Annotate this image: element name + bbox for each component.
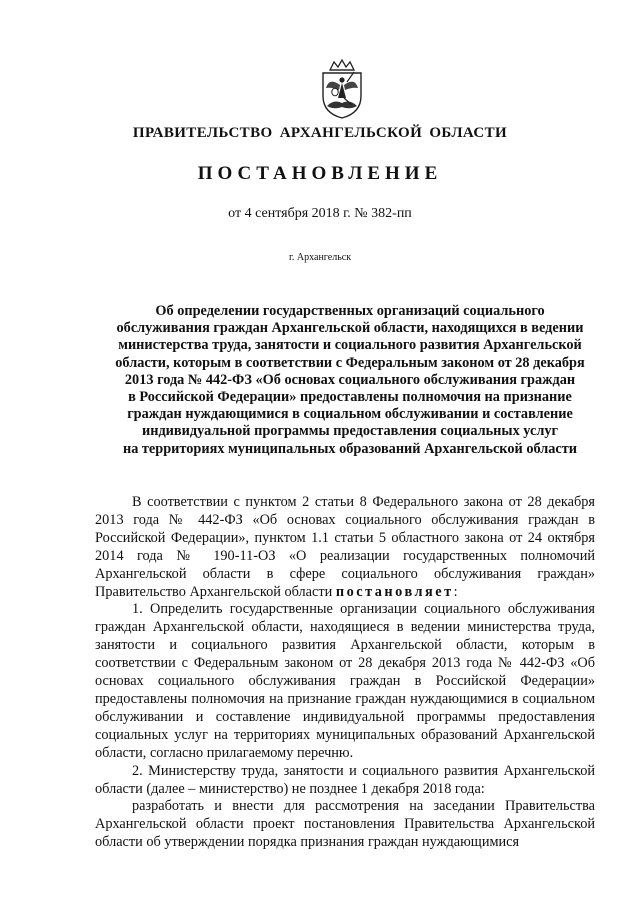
- decree-word: постановляет: [335, 583, 454, 600]
- document-place: г. Архангельск: [288, 252, 352, 263]
- item-2-paragraph: 2. Министерству труда, занятости и социального развития Архангельской области (далее – министерство) не позднее 1 декабря 2018 года:: [95, 762, 595, 797]
- title-line: области, которым в соответствии с Федеральным законом от 28 декабря: [115, 354, 585, 371]
- title-line: граждан нуждающимися в социальном обслуживании и составление: [127, 406, 573, 423]
- preamble-text: В соответствии с пунктом 2 статьи 8 Федерального закона от 28 декабря 2013 года № 442-ФЗ «Об основах социального обслуживания граждан в Российской Федерации», пунктом 1.1 статьи 5 областного закона от 24 октября 2014 года № 190-11-ОЗ «О реализации государственных полномочий Архангельской области в сфере социального обслуживания граждан» Правительство Архангельской области: [95, 494, 595, 600]
- document-type: ПОСТАНОВЛЕНИЕ: [197, 163, 443, 184]
- item-1-paragraph: 1. Определить государственные организации социального обслуживания граждан Архангельской области, находящиеся в ведении министерства труда, занятости и социального развития Архангельской области, которым в соответствии с Федеральным законом от 28 декабря 2013 года № 442-ФЗ «Об основах социального обслуживания граждан в Российской Федерации» предоставлены полномочия на признание граждан нуждающимися в социальном обслуживании и составление индивидуальной программы предоставления социальных услуг на территориях муниципальных образований Архангельской области, согласно прилагаемому перечню.: [95, 601, 595, 761]
- document-date-number: от 4 сентября 2018 г. № 382-пп: [228, 206, 412, 221]
- decree-colon: :: [453, 583, 458, 600]
- document-body: [95, 494, 595, 852]
- title-line: в Российской Федерации» предоставлены полномочия на признание: [128, 389, 572, 406]
- government-title: ПРАВИТЕЛЬСТВО АРХАНГЕЛЬСКОЙ ОБЛАСТИ: [132, 125, 508, 141]
- preamble-paragraph: [95, 494, 595, 601]
- title-line: 2013 года № 442-ФЗ «Об основах социального обслуживания граждан: [124, 371, 576, 388]
- coat-of-arms-icon: [314, 58, 370, 120]
- document-title: [85, 303, 615, 458]
- title-line: Об определении государственных организаций социального: [155, 303, 545, 319]
- title-line: министерства труда, занятости и социального развития Архангельской: [118, 337, 582, 354]
- item-2-subparagraph: разработать и внести для рассмотрения на заседании Правительства Архангельской области проект постановления Правительства Архангельской области об утверждении порядка признания граждан нуждающимися: [95, 798, 595, 851]
- title-line: на территориях муниципальных образований Архангельской области: [122, 440, 578, 457]
- title-line: индивидуальной программы предоставления социальных услуг: [141, 423, 559, 440]
- title-line: обслуживания граждан Архангельской области, находящихся в ведении: [116, 320, 584, 337]
